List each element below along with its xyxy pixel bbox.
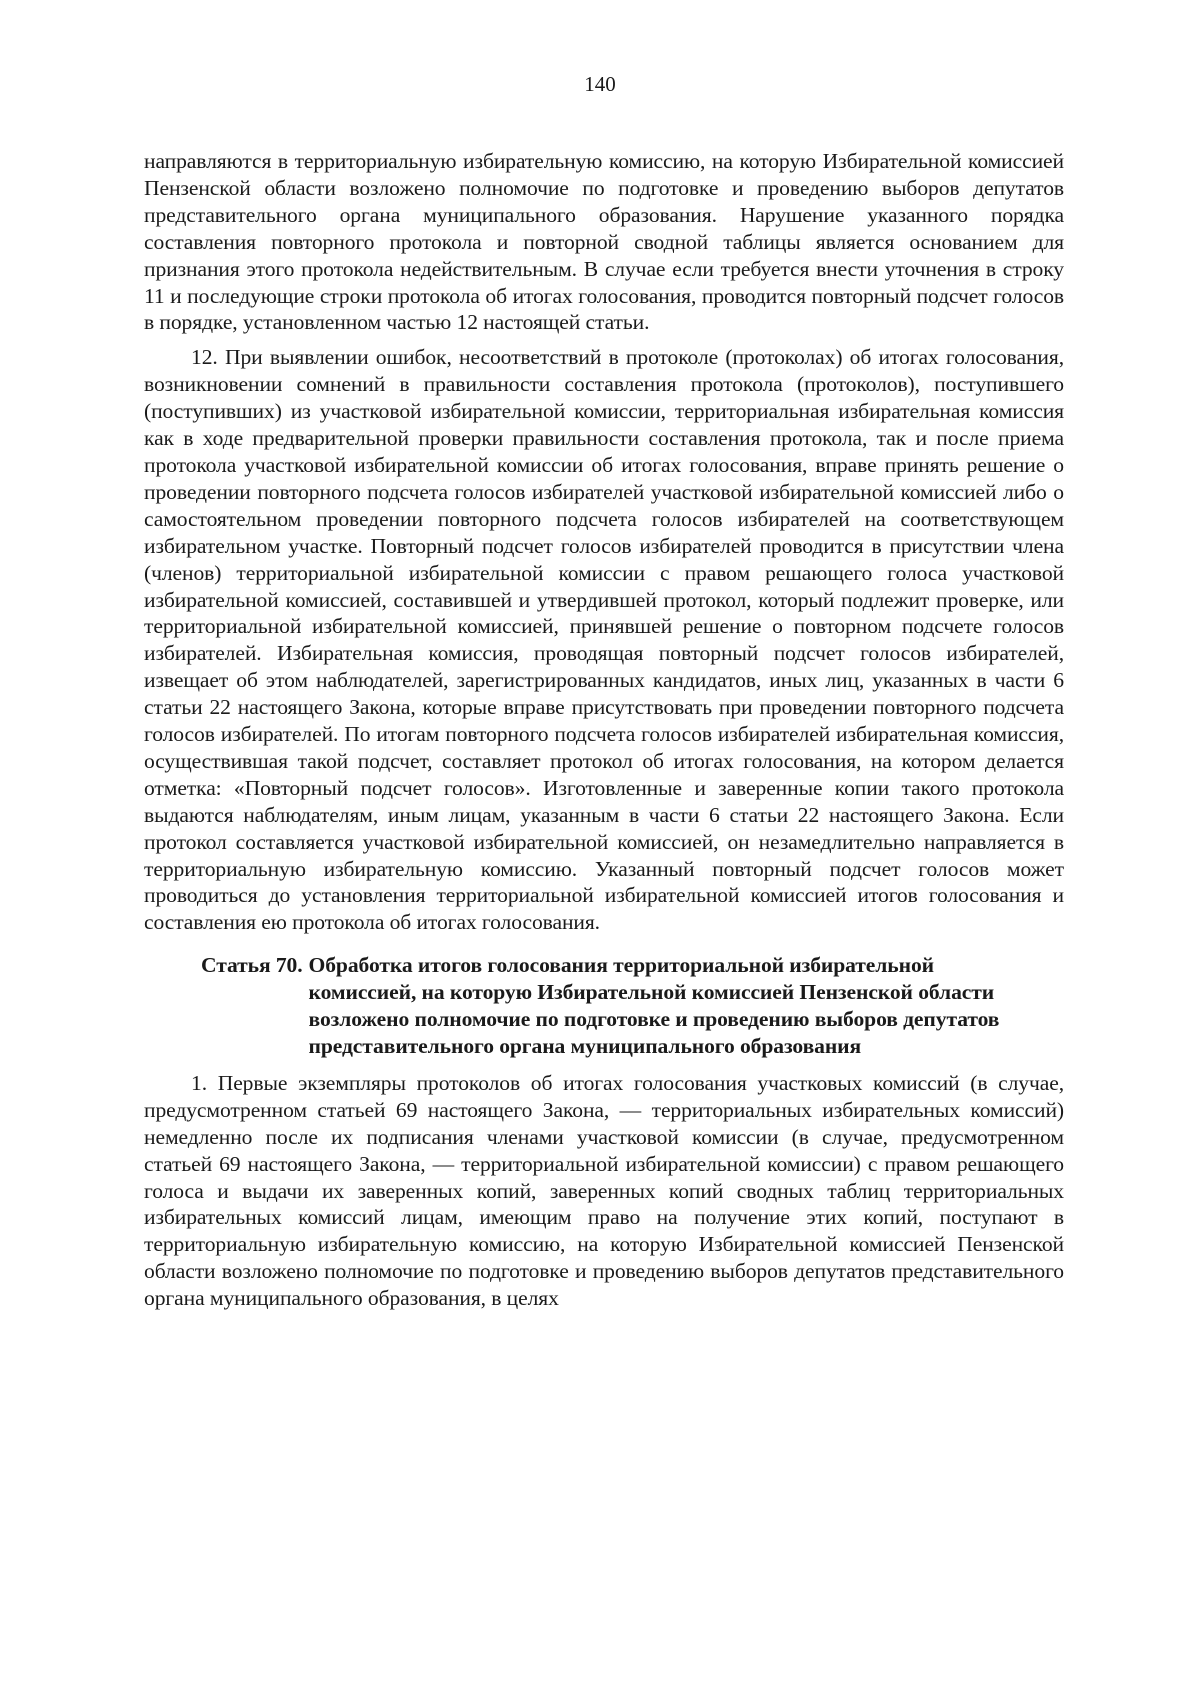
continuation-paragraph: направляются в территориальную избирательную комиссию, на которую Избирательной комиссией Пензенской области возложено полномочие по подготовке и проведению выборов депутатов представительного органа муниципального образования. Нарушение указанного порядка составления повторного протокола и повторной сводной таблицы является основанием для признания этого протокола недействительным. В случае если требуется внести уточнения в строку 11 и последующие строки протокола об итогах голосования, проводится повторный подсчет голосов в порядке, установленном частью 12 настоящей статьи. [144,149,1064,335]
paragraph-item-12: 12. При выявлении ошибок, несоответствий в протоколе (протоколах) об итогах голосования, возникновении сомнений в правильности составления протокола (протоколов), поступившего (поступивших) из участковой избирательной комиссии, территориальная избирательная комиссия как в ходе предварительной проверки правильности составления протокола, так и после приема протокола участковой избирательной комиссии об итогах голосования, вправе принять решение о проведении повторного подсчета голосов избирателей участковой избирательной комиссией либо о самостоятельном проведении повторного подсчета голосов избирателей на соответствующем избирательном участке. Повторный подсчет голосов избирателей проводится в присутствии члена (членов) территориальной избирательной комиссии с правом решающего голоса участковой избирательной комиссией, составившей и утвердившей протокол, который подлежит проверке, или территориальной избирательной комиссией, принявшей решение о повторном подсчете голосов избирателей. Избирательная комиссия, проводящая повторный подсчет голосов избирателей, извещает об этом наблюдателей, зарегистрированных кандидатов, иных лиц, указанных в части 6 статьи 22 настоящего Закона, которые вправе присутствовать при проведении повторного подсчета голосов избирателей. По итогам повторного подсчета голосов избирателей избирательная комиссия, осуществившая такой подсчет, составляет протокол об итогах голосования, на котором делается отметка: «Повторный подсчет голосов». Изготовленные и заверенные копии такого протокола выдаются наблюдателям, иным лицам, указанным в части 6 статьи 22 настоящего Закона. Если протокол составляется участковой избирательной комиссией, он незамедлительно направляется в территориальную избирательную комиссию. Указанный повторный подсчет голосов может проводиться до установления территориальной избирательной комиссией итогов голосования и составления ею протокола об итогах голосования. [144,345,1064,935]
paragraph-item-1: 1. Первые экземпляры протоколов об итогах голосования участковых комиссий (в случае, предусмотренном статьей 69 настоящего Закона, — территориальных избирательных комиссий) немедленно после их подписания членами участковой комиссии (в случае, предусмотренном статьей 69 настоящего Закона, — территориальной избирательной комиссии) с правом решающего голоса и выдачи их заверенных копий, заверенных копий сводных таблиц территориальных избирательных комиссий лицам, имеющим право на получение этих копий, поступают в территориальную избирательную комиссию, на которую Избирательной комиссией Пензенской области возложено полномочие по подготовке и проведению выборов депутатов представительного органа муниципального образования, в целях [144,1070,1064,1311]
page-number: 140 [584,72,616,96]
document-body [144,148,1064,1312]
article-number: Статья 70. [201,953,303,978]
article-heading [144,952,1064,1060]
article-title: Обработка итогов голосования территориальной избирательной комиссией, на которую Избирательной комиссией Пензенской области возложено полномочие по подготовке и проведению выборов депутатов представительного органа муниципального образования [308,953,1000,1058]
